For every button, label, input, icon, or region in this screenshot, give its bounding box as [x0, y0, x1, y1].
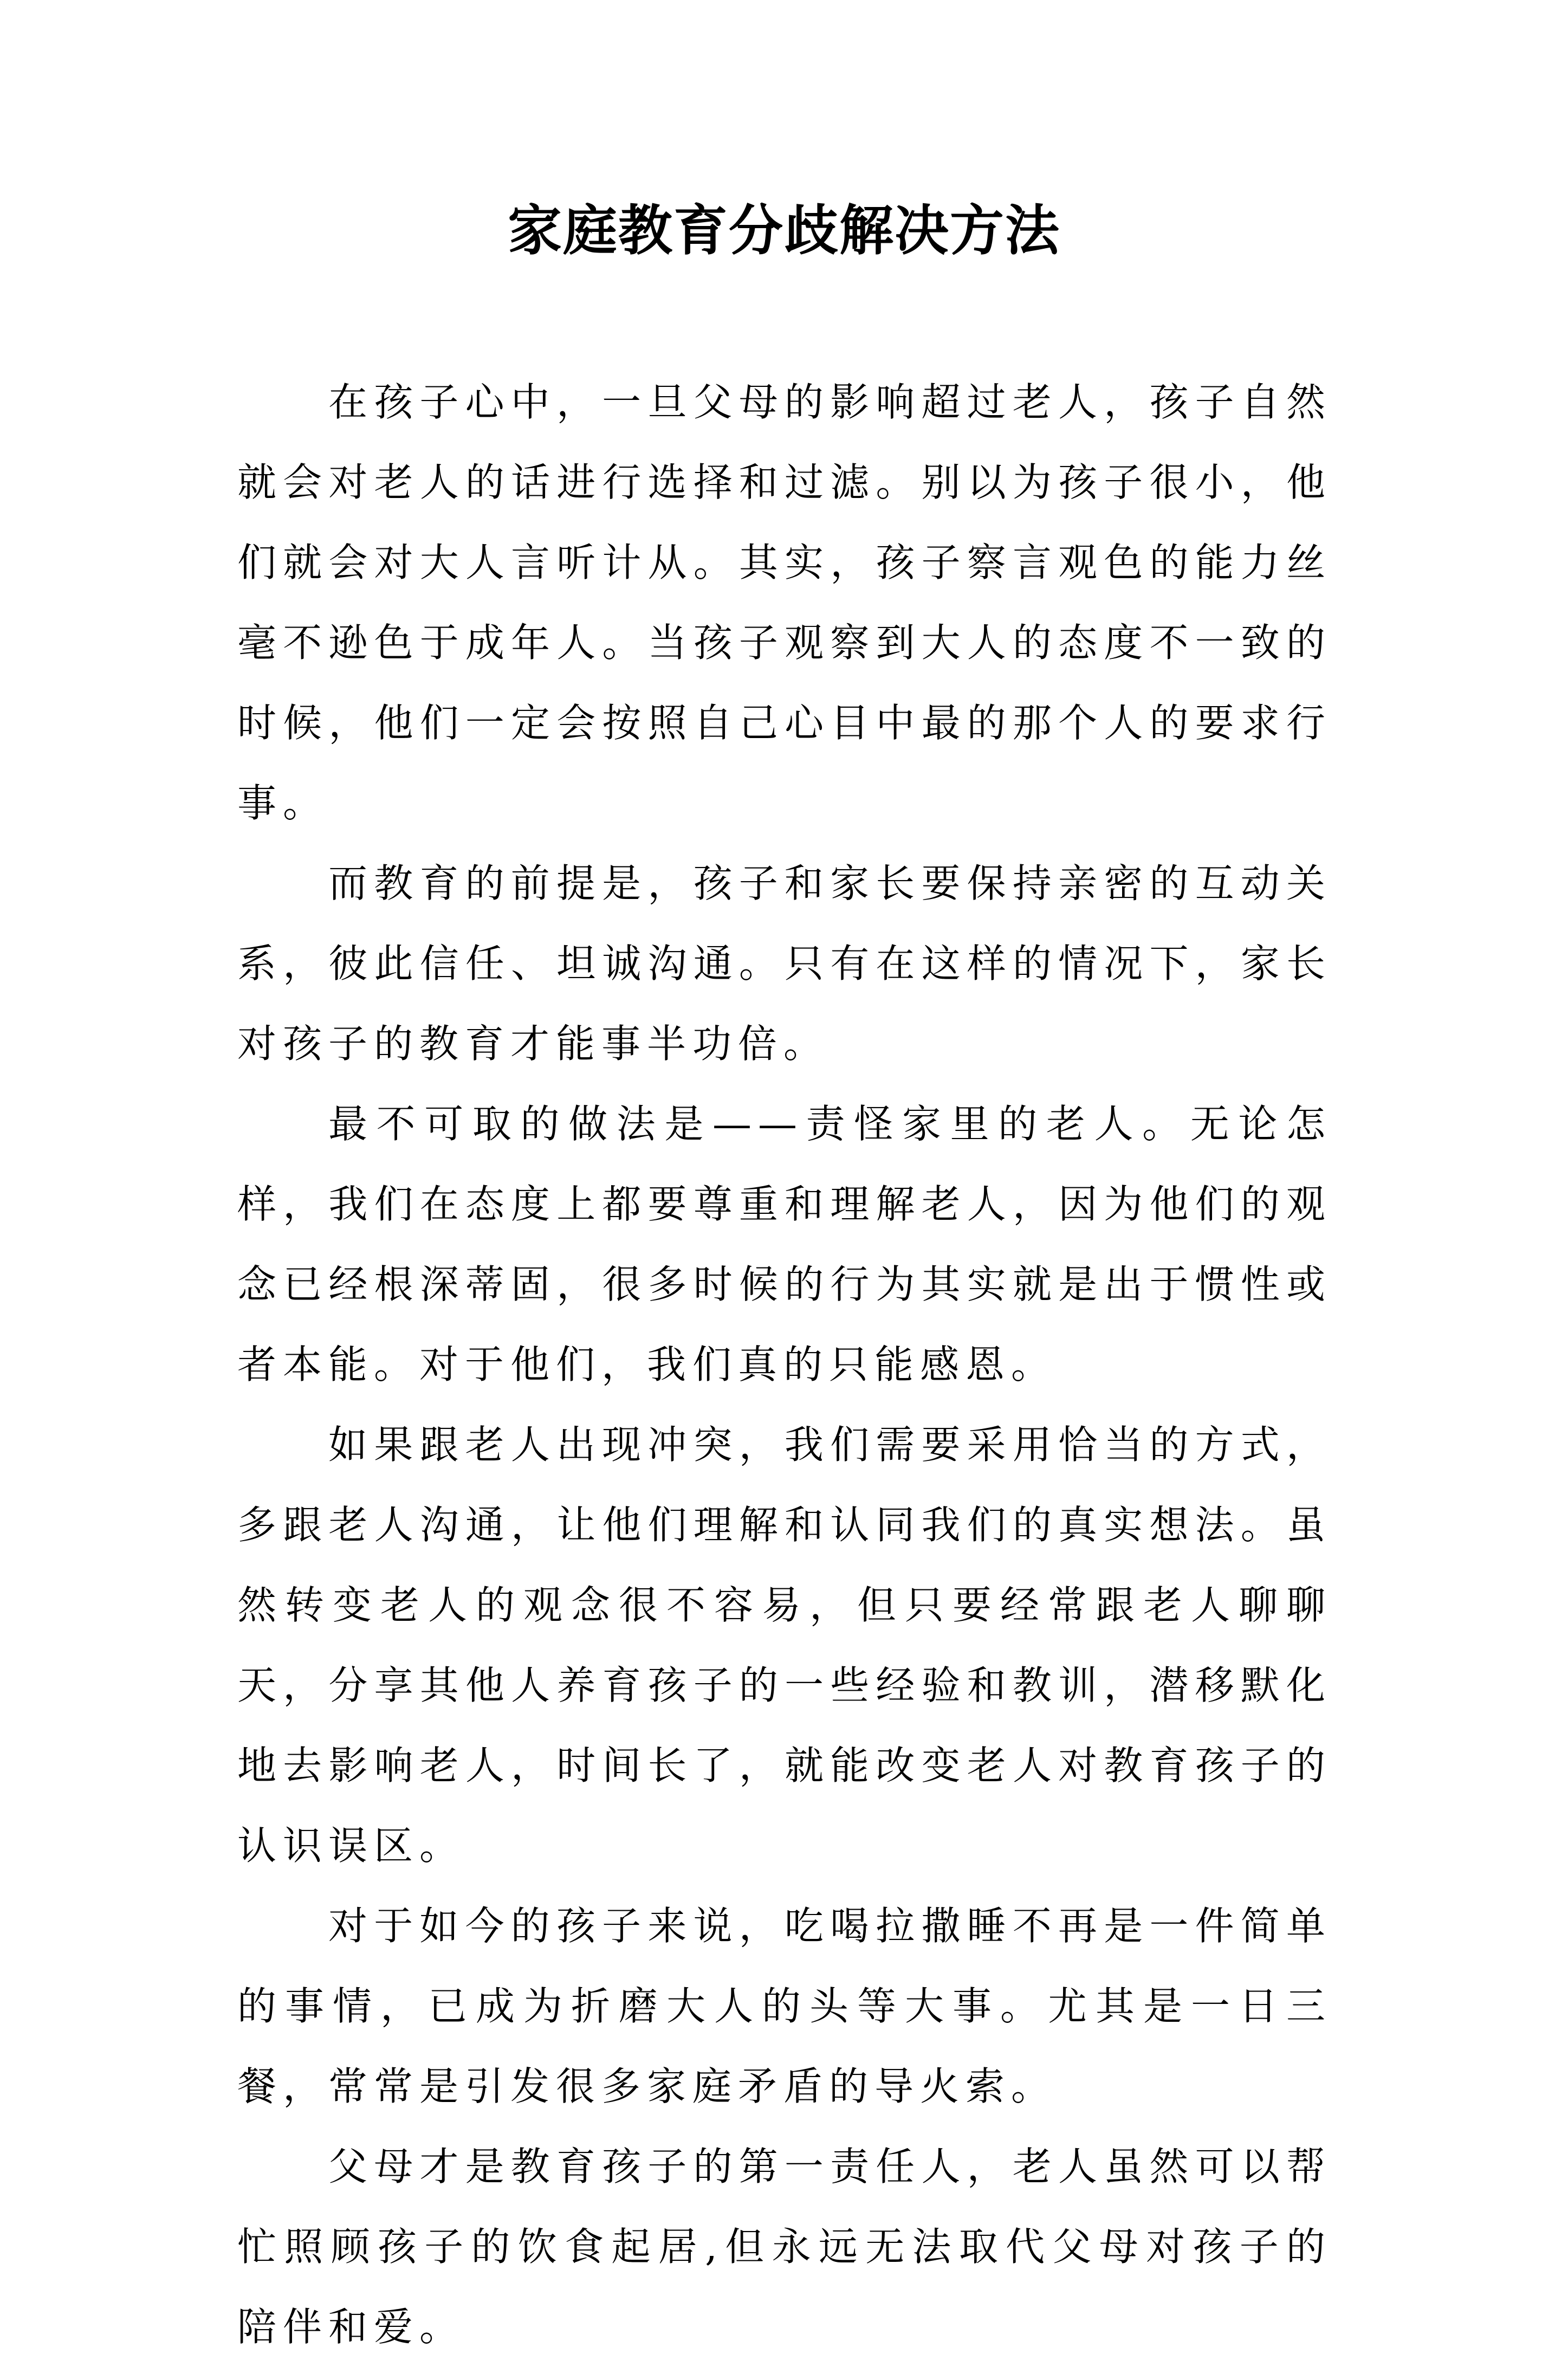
paragraph: 对于如今的孩子来说，吃喝拉撒睡不再是一件简单的事情，已成为折磨大人的头等大事。尤其是一日三餐，常常是引发很多家庭矛盾的导火索。 [237, 1903, 1332, 2109]
paragraph: 在孩子心中，一旦父母的影响超过老人，孩子自然就会对老人的话进行选择和过滤。别以为孩子很小，他们就会对大人言听计从。其实，孩子察言观色的能力丝毫不逊色于成年人。当孩子观察到大人的态度不一致的时候，他们一定会按照自己心目中最的那个人的要求行事。 [237, 379, 1332, 826]
document-title: 家庭教育分歧解决方法 [508, 198, 1060, 262]
paragraph: 最不可取的做法是——责怪家里的老人。无论怎样，我们在态度上都要尊重和理解老人，因为他们的观念已经根深蒂固，很多时候的行为其实就是出于惯性或者本能。对于他们，我们真的只能感恩。 [237, 1101, 1332, 1387]
paragraph: 而教育的前提是，孩子和家长要保持亲密的互动关系，彼此信任、坦诚沟通。只有在这样的情况下，家长对孩子的教育才能事半功倍。 [237, 861, 1332, 1066]
document-body [237, 362, 1332, 2367]
paragraph: 父母才是教育孩子的第一责任人，老人虽然可以帮忙照顾孩子的饮食起居,但永远无法取代父母对孩子的陪伴和爱。 [237, 2144, 1332, 2350]
paragraph: 如果跟老人出现冲突，我们需要采用恰当的方式，多跟老人沟通，让他们理解和认同我们的真实想法。虽然转变老人的观念很不容易，但只要经常跟老人聊聊天，分享其他人养育孩子的一些经验和教训，潜移默化地去影响老人，时间长了，就能改变老人对教育孩子的认识误区。 [237, 1422, 1332, 1868]
